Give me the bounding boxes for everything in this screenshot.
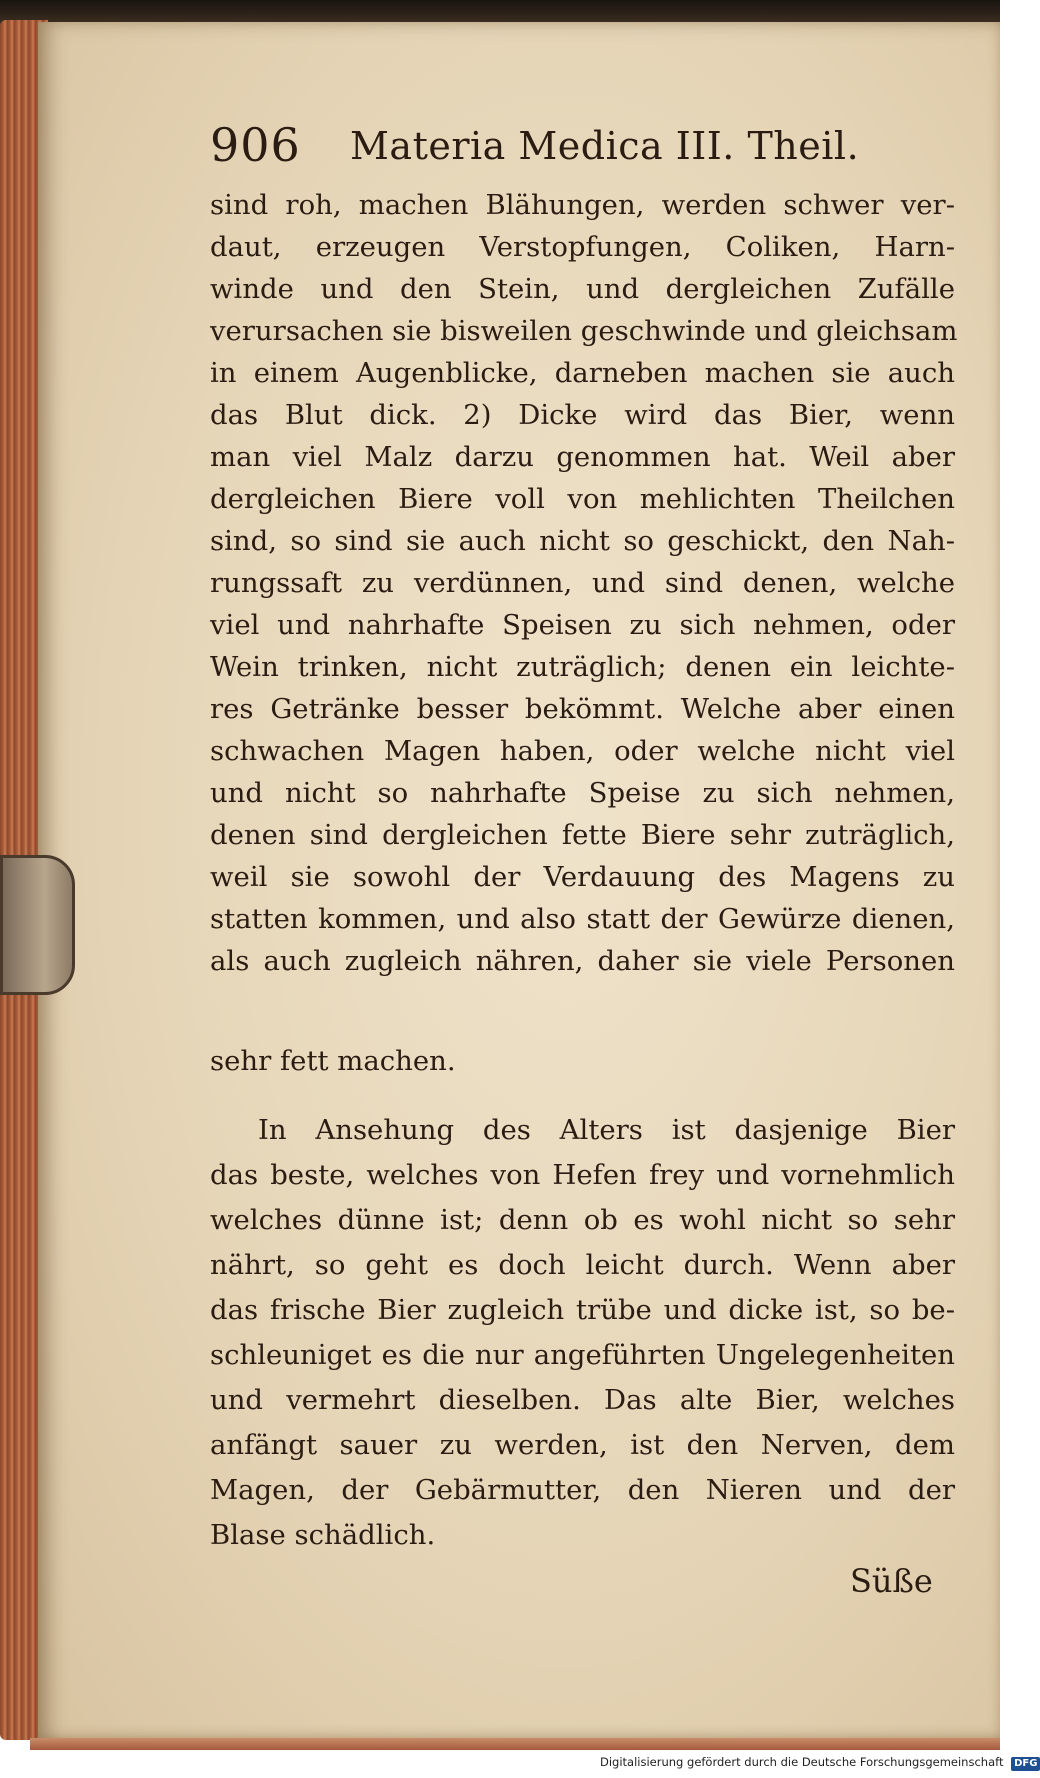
- page-bottom-edge: [30, 1738, 1000, 1750]
- text-line: anfängt sauer zu werden, ist den Nerven, dem: [210, 1429, 955, 1461]
- text-line: als auch zugleich nähren, daher sie viele Personen: [210, 945, 955, 977]
- page-header: [210, 118, 970, 178]
- text-line: denen sind dergleichen fette Biere sehr zuträglich,: [210, 819, 955, 851]
- text-line: in einem Augenblicke, darneben machen sie auch: [210, 357, 955, 389]
- paragraph-first-line: In Ansehung des Alters ist dasjenige Bier: [258, 1114, 955, 1146]
- text-line: res Getränke besser bekömmt. Welche aber einen: [210, 693, 955, 725]
- text-line: Wein trinken, nicht zuträglich; denen ein leichte-: [210, 651, 955, 683]
- text-line: rungssaft zu verdünnen, und sind denen, welche: [210, 567, 955, 599]
- text-line: sind, so sind sie auch nicht so geschickt, den Nah-: [210, 525, 955, 557]
- text-line: Magen, der Gebärmutter, den Nieren und der: [210, 1474, 955, 1506]
- text-line: sind roh, machen Blähungen, werden schwer ver-: [210, 189, 955, 221]
- running-head: Materia Medica III. Theil.: [350, 124, 860, 168]
- text-line: statten kommen, und also statt der Gewürze dienen,: [210, 903, 955, 935]
- text-line: Blase schädlich.: [210, 1519, 436, 1551]
- text-line: man viel Malz darzu genommen hat. Weil aber: [210, 441, 955, 473]
- text-line: verursachen sie bisweilen geschwinde und gleichsam: [210, 315, 958, 347]
- text-line: und nicht so nahrhafte Speise zu sich nehmen,: [210, 777, 955, 809]
- text-line: schleuniget es die nur angeführten Ungelegenheiten: [210, 1339, 955, 1371]
- text-line: welches dünne ist; denn ob es wohl nicht so sehr: [210, 1204, 955, 1236]
- text-line: daut, erzeugen Verstopfungen, Coliken, Harn-: [210, 231, 955, 263]
- footer-credit: [600, 1755, 1038, 1775]
- text-line: nährt, so geht es doch leicht durch. Wenn aber: [210, 1249, 955, 1281]
- text-line: sehr fett machen.: [210, 1045, 456, 1077]
- dfg-logo: DFG: [1011, 1757, 1040, 1771]
- text-line: winde und den Stein, und dergleichen Zufälle: [210, 273, 955, 305]
- text-line: dergleichen Biere voll von mehlichten Theilchen: [210, 483, 955, 515]
- page-number: 906: [210, 118, 301, 172]
- text-line: weil sie sowohl der Verdauung des Magens zu: [210, 861, 955, 893]
- text-line: das Blut dick. 2) Dicke wird das Bier, wenn: [210, 399, 955, 431]
- footer-text: Digitalisierung gefördert durch die Deutsche Forschungsgemeinschaft: [600, 1755, 1004, 1769]
- text-line: und vermehrt dieselben. Das alte Bier, welches: [210, 1384, 955, 1416]
- text-line: viel und nahrhafte Speisen zu sich nehmen, oder: [210, 609, 955, 641]
- text-line: das beste, welches von Hefen frey und vornehmlich: [210, 1159, 955, 1191]
- book-clip: [0, 855, 75, 995]
- text-line: das frische Bier zugleich trübe und dicke ist, so be-: [210, 1294, 955, 1326]
- catchword: Süße: [850, 1562, 933, 1600]
- text-line: schwachen Magen haben, oder welche nicht viel: [210, 735, 955, 767]
